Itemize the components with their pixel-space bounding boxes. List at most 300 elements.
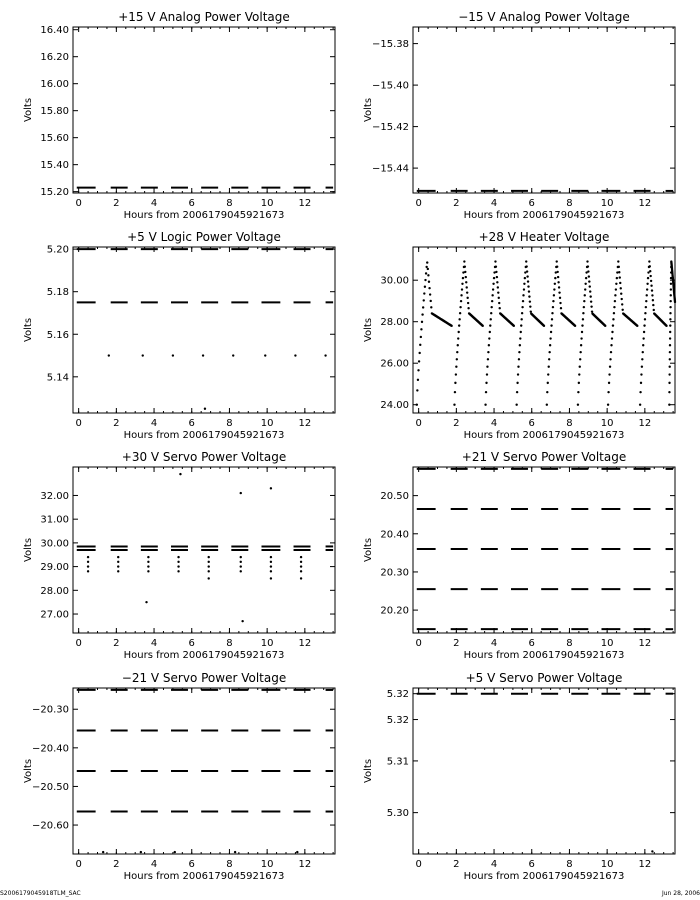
data-point (650, 280, 652, 282)
data-point (640, 373, 642, 375)
x-tick-label: 4 (490, 198, 498, 209)
data-point (498, 297, 500, 299)
footer-date: Jun 28, 2006 (661, 890, 700, 897)
data-point (584, 294, 586, 296)
x-tick-label: 2 (113, 638, 120, 649)
x-tick-label: 12 (638, 418, 652, 429)
chart-panel-8 (363, 671, 675, 882)
data-point (586, 260, 588, 262)
data-point (607, 391, 609, 393)
data-point (549, 337, 551, 339)
y-axis-label: Volts (23, 758, 34, 784)
data-point (300, 577, 302, 579)
data-point (428, 287, 430, 289)
data-point (517, 373, 519, 375)
data-point (430, 300, 432, 302)
data-point (460, 294, 462, 296)
data-point (300, 561, 302, 563)
data-point (608, 382, 610, 384)
data-point (649, 270, 651, 272)
data-point (650, 285, 652, 287)
data-point (583, 306, 585, 308)
data-point (177, 561, 179, 563)
data-point (467, 302, 469, 304)
x-tick-label: 8 (566, 859, 573, 870)
data-point (669, 351, 671, 353)
plot-frame (413, 688, 675, 854)
data-point (419, 344, 421, 346)
data-point (525, 265, 527, 267)
y-tick-label: 5.18 (46, 287, 69, 299)
data-point (590, 300, 592, 302)
data-point (578, 382, 580, 384)
data-point (179, 473, 181, 475)
data-point (619, 276, 621, 278)
y-tick-label: 30.00 (40, 538, 69, 550)
data-point (208, 561, 210, 563)
data-point (523, 283, 525, 285)
x-tick-label: 2 (113, 859, 120, 870)
x-tick-label: 2 (113, 418, 120, 429)
x-tick-label: 8 (226, 198, 233, 209)
data-point (611, 337, 613, 339)
data-point (522, 294, 524, 296)
data-point (548, 358, 550, 360)
data-point (147, 565, 149, 567)
y-tick-label: 32.00 (40, 490, 69, 502)
data-point (458, 324, 460, 326)
data-point (546, 404, 548, 406)
data-point (618, 266, 620, 268)
x-tick-label: 6 (188, 638, 195, 649)
y-tick-label: 20.20 (380, 605, 409, 617)
data-point (497, 286, 499, 288)
data-point (558, 291, 560, 293)
data-point (583, 300, 585, 302)
data-point (557, 276, 559, 278)
x-tick-label: 10 (260, 418, 274, 429)
x-tick-label: 12 (298, 198, 312, 209)
data-point (461, 283, 463, 285)
x-tick-label: 2 (453, 198, 460, 209)
data-point (646, 294, 648, 296)
data-point (324, 354, 326, 356)
data-point (488, 337, 490, 339)
data-point (87, 570, 89, 572)
data-point (574, 325, 576, 327)
data-point (513, 325, 515, 327)
data-marks (77, 690, 333, 853)
data-point (455, 373, 457, 375)
x-tick-label: 12 (638, 638, 652, 649)
x-tick-label: 12 (298, 859, 312, 870)
data-point (615, 283, 617, 285)
data-point (418, 352, 420, 354)
y-tick-label: 29.00 (40, 562, 69, 574)
y-axis-label: Volts (23, 317, 34, 343)
chart-title: +21 V Servo Power Voltage (461, 450, 627, 464)
data-point (669, 331, 671, 333)
data-point (208, 577, 210, 579)
data-point (652, 299, 654, 301)
data-point (523, 288, 525, 290)
data-point (669, 318, 671, 320)
data-point (620, 287, 622, 289)
data-point (588, 280, 590, 282)
data-point (521, 306, 523, 308)
y-tick-label: 15.20 (40, 187, 69, 199)
data-point (87, 556, 89, 558)
data-point (87, 565, 89, 567)
data-point (240, 570, 242, 572)
data-point (551, 318, 553, 320)
x-tick-label: 6 (188, 198, 195, 209)
data-point (270, 570, 272, 572)
data-point (645, 306, 647, 308)
data-point (462, 277, 464, 279)
data-point (489, 324, 491, 326)
data-point (669, 366, 671, 368)
data-point (430, 306, 432, 308)
x-axis-label: Hours from 2006179045921673 (463, 430, 625, 441)
x-tick-label: 0 (75, 859, 82, 870)
x-tick-label: 2 (113, 198, 120, 209)
data-point (550, 324, 552, 326)
y-tick-label: 5.20 (46, 244, 69, 256)
data-point (579, 351, 581, 353)
data-point (459, 312, 461, 314)
x-tick-label: 10 (600, 859, 614, 870)
data-point (641, 358, 643, 360)
data-point (515, 404, 517, 406)
data-point (640, 382, 642, 384)
data-point (554, 277, 556, 279)
data-point (270, 556, 272, 558)
data-point (527, 280, 529, 282)
data-point (552, 300, 554, 302)
data-point (585, 277, 587, 279)
data-point (619, 282, 621, 284)
x-tick-label: 0 (415, 638, 422, 649)
data-point (669, 312, 671, 314)
data-point (147, 561, 149, 563)
y-axis-label: Volts (363, 317, 374, 343)
data-point (580, 337, 582, 339)
data-point (484, 404, 486, 406)
data-point (647, 277, 649, 279)
data-point (142, 354, 144, 356)
y-tick-label: 20.40 (380, 529, 409, 541)
x-tick-label: 8 (226, 418, 233, 429)
data-point (147, 556, 149, 558)
data-point (558, 286, 560, 288)
data-point (589, 295, 591, 297)
y-tick-label: 16.20 (40, 52, 69, 64)
x-tick-label: 4 (150, 198, 158, 209)
data-point (428, 281, 430, 283)
y-axis-label: Volts (23, 97, 34, 123)
data-point (621, 298, 623, 300)
data-point (588, 275, 590, 277)
plot-frame (413, 27, 675, 193)
x-tick-label: 6 (528, 198, 535, 209)
data-point (421, 313, 423, 315)
data-point (653, 309, 655, 311)
chart-title: −15 V Analog Power Voltage (458, 10, 630, 24)
data-point (646, 283, 648, 285)
chart-title: +28 V Heater Voltage (478, 230, 610, 244)
chart-panel-1 (23, 10, 335, 221)
data-point (485, 382, 487, 384)
data-point (486, 373, 488, 375)
plot-frame (413, 247, 675, 413)
data-point (582, 312, 584, 314)
data-point (108, 354, 110, 356)
y-axis-label: Volts (363, 758, 374, 784)
data-point (529, 305, 531, 307)
x-tick-label: 6 (188, 418, 195, 429)
data-point (204, 408, 206, 410)
data-point (270, 487, 272, 489)
data-point (614, 294, 616, 296)
x-tick-label: 12 (298, 418, 312, 429)
y-axis-label: Volts (363, 97, 374, 123)
data-point (455, 366, 457, 368)
y-tick-label: 30.00 (380, 275, 409, 287)
data-point (495, 266, 497, 268)
plot-frame (73, 247, 335, 413)
data-point (668, 382, 670, 384)
x-tick-label: 2 (453, 859, 460, 870)
data-point (668, 391, 670, 393)
data-point (516, 391, 518, 393)
x-tick-label: 6 (528, 859, 535, 870)
data-point (617, 260, 619, 262)
data-point (208, 570, 210, 572)
x-tick-label: 8 (566, 198, 573, 209)
data-point (636, 325, 638, 327)
chart-title: +5 V Logic Power Voltage (127, 230, 281, 244)
x-tick-label: 8 (226, 638, 233, 649)
data-point (488, 344, 490, 346)
footer-file-id: S2006179045918TLM_SAC (0, 890, 81, 897)
data-point (613, 306, 615, 308)
data-point (461, 288, 463, 290)
data-point (482, 325, 484, 327)
data-point (546, 391, 548, 393)
data-point (240, 556, 242, 558)
data-point (519, 344, 521, 346)
x-axis-label: Hours from 2006179045921673 (123, 430, 285, 441)
data-point (424, 286, 426, 288)
data-point (102, 851, 104, 853)
data-point (607, 404, 609, 406)
x-tick-label: 12 (638, 198, 652, 209)
y-tick-label: 15.40 (40, 160, 69, 172)
y-tick-label: 24.00 (380, 400, 409, 412)
data-point (496, 276, 498, 278)
data-point (553, 294, 555, 296)
data-point (492, 288, 494, 290)
chart-panel-2 (363, 10, 675, 221)
data-point (674, 301, 676, 303)
data-point (581, 331, 583, 333)
chart-title: +15 V Analog Power Voltage (118, 10, 290, 24)
data-point (117, 556, 119, 558)
y-tick-label: −15.44 (371, 163, 409, 175)
data-point (642, 337, 644, 339)
data-point (458, 331, 460, 333)
x-tick-label: 0 (415, 198, 422, 209)
x-tick-label: 8 (226, 859, 233, 870)
data-point (427, 268, 429, 270)
y-tick-label: −20.40 (31, 743, 69, 755)
data-point (554, 283, 556, 285)
data-marks (416, 260, 677, 406)
data-point (584, 288, 586, 290)
data-point (492, 283, 494, 285)
y-tick-label: 5.16 (46, 329, 69, 341)
data-point (467, 307, 469, 309)
data-point (417, 379, 419, 381)
data-point (644, 318, 646, 320)
data-point (548, 366, 550, 368)
data-point (172, 354, 174, 356)
data-point (556, 271, 558, 273)
data-point (208, 556, 210, 558)
data-point (487, 358, 489, 360)
chart-panel-7 (23, 671, 335, 882)
data-point (579, 358, 581, 360)
y-tick-label: 27.00 (40, 609, 69, 621)
data-point (580, 344, 582, 346)
data-point (616, 277, 618, 279)
x-axis-label: Hours from 2006179045921673 (123, 650, 285, 661)
data-point (517, 366, 519, 368)
data-point (669, 337, 671, 339)
y-tick-label: 28.00 (40, 585, 69, 597)
chart-panel-5 (23, 450, 335, 661)
data-point (669, 306, 671, 308)
x-tick-label: 4 (150, 859, 158, 870)
data-point (264, 354, 266, 356)
y-tick-label: −20.30 (31, 704, 69, 716)
data-point (459, 306, 461, 308)
chart-title: +30 V Servo Power Voltage (121, 450, 287, 464)
data-point (618, 271, 620, 273)
x-tick-label: 4 (490, 418, 498, 429)
data-point (495, 271, 497, 273)
data-point (454, 382, 456, 384)
data-point (614, 300, 616, 302)
y-tick-label: 28.00 (380, 317, 409, 329)
y-axis-label: Volts (23, 537, 34, 563)
x-tick-label: 6 (188, 859, 195, 870)
data-point (530, 310, 532, 312)
y-tick-label: 15.80 (40, 106, 69, 118)
data-point (524, 277, 526, 279)
data-point (645, 300, 647, 302)
data-marks (417, 694, 673, 853)
data-point (649, 265, 651, 267)
x-axis-label: Hours from 2006179045921673 (463, 210, 625, 221)
data-point (521, 312, 523, 314)
y-tick-label: 5.30 (386, 808, 409, 820)
x-tick-label: 0 (415, 859, 422, 870)
data-point (556, 260, 558, 262)
data-point (649, 275, 651, 277)
data-point (516, 382, 518, 384)
data-point (669, 344, 671, 346)
data-point (496, 281, 498, 283)
y-tick-label: 5.32 (386, 715, 409, 727)
data-point (421, 321, 423, 323)
x-tick-label: 6 (528, 638, 535, 649)
data-point (644, 312, 646, 314)
data-point (642, 344, 644, 346)
data-point (590, 305, 592, 307)
data-point (559, 297, 561, 299)
x-tick-label: 0 (75, 638, 82, 649)
data-point (457, 344, 459, 346)
data-point (117, 565, 119, 567)
data-point (610, 344, 612, 346)
data-point (547, 382, 549, 384)
y-tick-label: −15.40 (371, 80, 409, 92)
data-point (491, 294, 493, 296)
data-point (552, 306, 554, 308)
data-point (456, 351, 458, 353)
data-point (296, 851, 298, 853)
data-marks (417, 469, 673, 629)
data-point (416, 389, 418, 391)
data-point (557, 281, 559, 283)
data-point (609, 366, 611, 368)
x-tick-label: 8 (566, 638, 573, 649)
data-point (551, 312, 553, 314)
y-tick-label: 31.00 (40, 514, 69, 526)
data-point (429, 293, 431, 295)
chart-panel-4 (363, 230, 676, 441)
data-point (177, 556, 179, 558)
data-point (553, 288, 555, 290)
data-point (528, 290, 530, 292)
data-point (420, 328, 422, 330)
data-point (612, 324, 614, 326)
data-point (577, 391, 579, 393)
y-tick-label: 20.50 (380, 491, 409, 503)
data-point (463, 260, 465, 262)
data-point (486, 366, 488, 368)
data-point (577, 404, 579, 406)
plot-frame (73, 27, 335, 193)
data-point (639, 391, 641, 393)
data-point (202, 354, 204, 356)
data-point (543, 325, 545, 327)
data-point (584, 283, 586, 285)
data-point (652, 304, 654, 306)
data-point (518, 358, 520, 360)
data-point (651, 289, 653, 291)
data-point (639, 404, 641, 406)
data-point (670, 294, 672, 296)
data-point (87, 561, 89, 563)
y-tick-label: −15.42 (371, 122, 409, 134)
data-point (140, 851, 142, 853)
data-point (670, 283, 672, 285)
data-point (528, 295, 530, 297)
data-point (464, 271, 466, 273)
